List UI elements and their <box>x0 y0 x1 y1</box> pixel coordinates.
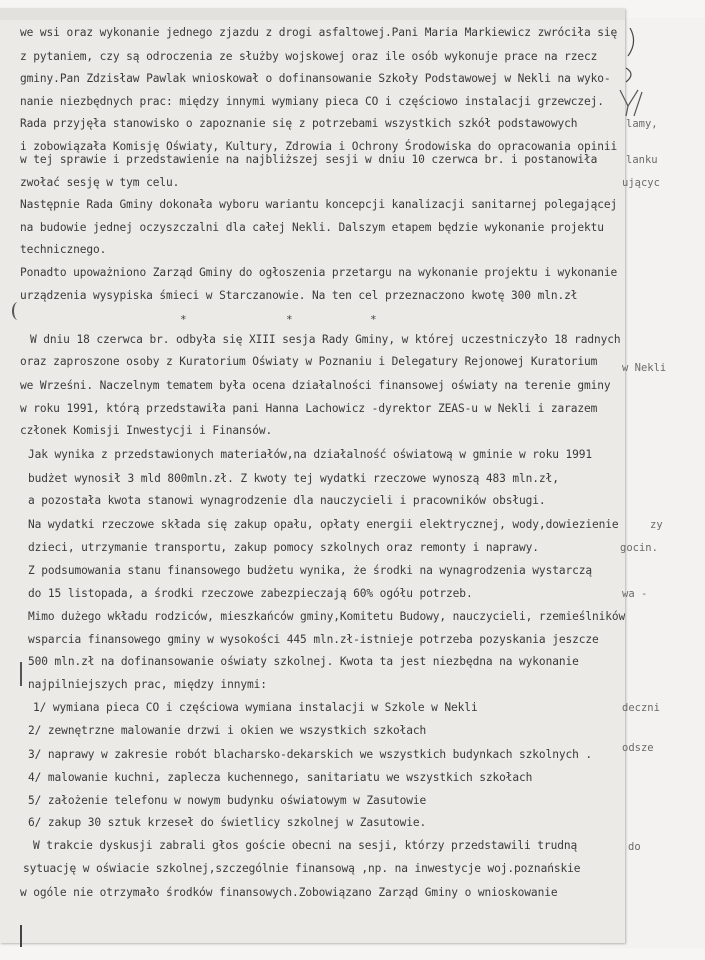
separator-star: * <box>286 313 293 326</box>
text-line: zwołać sesję w tym celu. <box>20 176 180 189</box>
list-item: 3/ naprawy w zakresie robót blacharsko-dekarskich we wszystkich budynkach szkolnych . <box>28 748 593 761</box>
text-line: oraz zaproszone osoby z Kuratorium Oświaty w Poznaniu i Delegatury Rejonowej Kuratorium <box>20 355 598 368</box>
text-line: Z podsumowania stanu finansowego budżetu wynika, że środki na wynagrodzenia wystarczą <box>28 564 593 577</box>
back-page-fragment: deczni <box>622 702 660 714</box>
text-line: we Wrześni. Naczelnym tematem była ocena działalności finansowej oświaty na terenie gminy <box>20 379 611 392</box>
binder-hole-mark <box>12 302 24 320</box>
handwritten-marks <box>612 20 692 120</box>
back-page-fragment: lamy, <box>626 118 658 130</box>
text-line: w ogóle nie otrzymało środków finansowych.Zobowiązano Zarząd Gminy o wnioskowanie <box>20 886 558 899</box>
text-line: sytuację w oświacie szkolnej,szczególnie finansową ,np. na inwestycje woj.poznańskie <box>23 862 581 875</box>
text-line: W trakcie dyskusji zabrali głos goście obecni na sesji, którzy przedstawili trudną <box>33 839 578 852</box>
text-line: na budowie jednej oczyszczalni dla całej Nekli. Dalszym etapem będzie wykonanie projektu <box>20 221 604 234</box>
text-line: wsparcia finansowego gminy w wysokości 445 mln.zł-istnieje potrzeba pozyskania jeszcze <box>28 633 599 646</box>
text-line: dzieci, utrzymanie transportu, zakup pomocy szkolnych oraz remonty i naprawy. <box>28 541 539 554</box>
text-line: z pytaniem, czy są odroczenia ze służby wojskowej oraz ile osób wykonuje prace na rzecz <box>20 50 598 63</box>
list-item: 2/ zewnętrzne malowanie drzwi i okien we wszystkich szkołach <box>28 724 427 737</box>
text-line: Na wydatki rzeczowe składa się zakup opału, opłaty energii elektrycznej, wody,dowiezienie <box>28 518 619 531</box>
page-edge-mark <box>20 925 28 947</box>
text-line: budżet wynosił 3 mld 800mln.zł. Z kwoty tej wydatki rzeczowe wynoszą 483 mln.zł, <box>28 472 559 485</box>
text-line: nanie niezbędnych prac: między innymi wymiany pieca CO i częściowo instalacji grzewczej. <box>20 95 604 108</box>
cut-off-top-line <box>0 8 625 20</box>
back-page-fragment: ującyc <box>622 177 660 189</box>
text-line: i zobowiązała Komisję Oświaty, Kultury, Zdrowia i Ochrony Środowiska do opracowania opinii <box>20 140 618 153</box>
list-item: 4/ malowanie kuchni, zaplecza kuchennego, sanitariatu we wszystkich szkołach <box>28 771 533 784</box>
back-page-fragment: gocin. <box>620 542 658 554</box>
list-item: 5/ założenie telefonu w nowym budynku oświatowym w Zasutowie <box>28 794 427 807</box>
text-line: a pozostała kwota stanowi wynagrodzenie dla nauczycieli i pracowników obsługi. <box>28 494 546 507</box>
text-line: Jak wynika z przedstawionych materiałów,na działalność oświatową w gminie w roku 1991 <box>28 448 593 461</box>
text-line: W dniu 18 czerwca br. odbyła się XIII sesja Rady Gminy, w której uczestniczyło 18 radnych <box>30 333 621 346</box>
separator-star: * <box>370 313 377 326</box>
text-line: gminy.Pan Zdzisław Pawlak wnioskował o dofinansowanie Szkoły Podstawowej w Nekli na wyko- <box>20 72 611 85</box>
text-line: Mimo dużego wkładu rodziców, mieszkańców gminy,Komitetu Budowy, nauczycieli, rzemieślników <box>28 610 626 623</box>
text-line: najpilniejszych prac, między innymi: <box>28 678 267 691</box>
back-page-fragment: lanku <box>626 154 658 166</box>
text-line: 500 mln.zł na dofinansowanie oświaty szkolnej. Kwota ta jest niezbędna na wykonanie <box>28 655 579 668</box>
text-line: Następnie Rada Gminy dokonała wyboru wariantu koncepcji kanalizacji sanitarnej polegającej <box>20 198 618 211</box>
text-line: w tej sprawie i przedstawienie na najbliższej sesji w dniu 10 czerwca br. i postanowiła <box>20 153 598 166</box>
back-page-fragment: odsze <box>622 742 654 754</box>
back-page-fragment: zy <box>650 519 663 531</box>
back-page-fragment: w Nekli <box>622 362 667 374</box>
text-line: Rada przyjęła stanowisko o zapoznanie się z potrzebami wszystkich szkół podstawowych <box>20 117 578 130</box>
text-line: urządzenia wysypiska śmieci w Starczanowie. Na ten cel przeznaczono kwotę 300 mln.zł <box>20 289 578 302</box>
text-line: technicznego. <box>20 243 107 256</box>
text-line: we wsi oraz wykonanie jednego zjazdu z drogi asfaltowej.Pani Maria Markiewicz zwróciła się <box>20 26 618 39</box>
text-line: w roku 1991, którą przedstawiła pani Hanna Lachowicz -dyrektor ZEAS-u w Nekli i zarazem <box>20 402 598 415</box>
list-item: 6/ zakup 30 sztuk krzeseł do świetlicy szkolnej w Zasutowie. <box>28 816 427 829</box>
separator-star: * <box>180 313 187 326</box>
text-line: Ponadto upoważniono Zarząd Gminy do ogłoszenia przetargu na wykonanie projektu i wykonanie <box>20 266 618 279</box>
back-page-fragment: do <box>628 841 641 853</box>
text-line: do 15 listopada, a środki rzeczowe zabezpieczają 60% ogółu potrzeb. <box>28 587 473 600</box>
text-line: członek Komisji Inwestycji i Finansów. <box>20 424 273 437</box>
back-page-fragment: wa - <box>622 588 648 600</box>
list-item: 1/ wymiana pieca CO i częściowa wymiana instalacji w Szkole w Nekli <box>33 701 478 714</box>
